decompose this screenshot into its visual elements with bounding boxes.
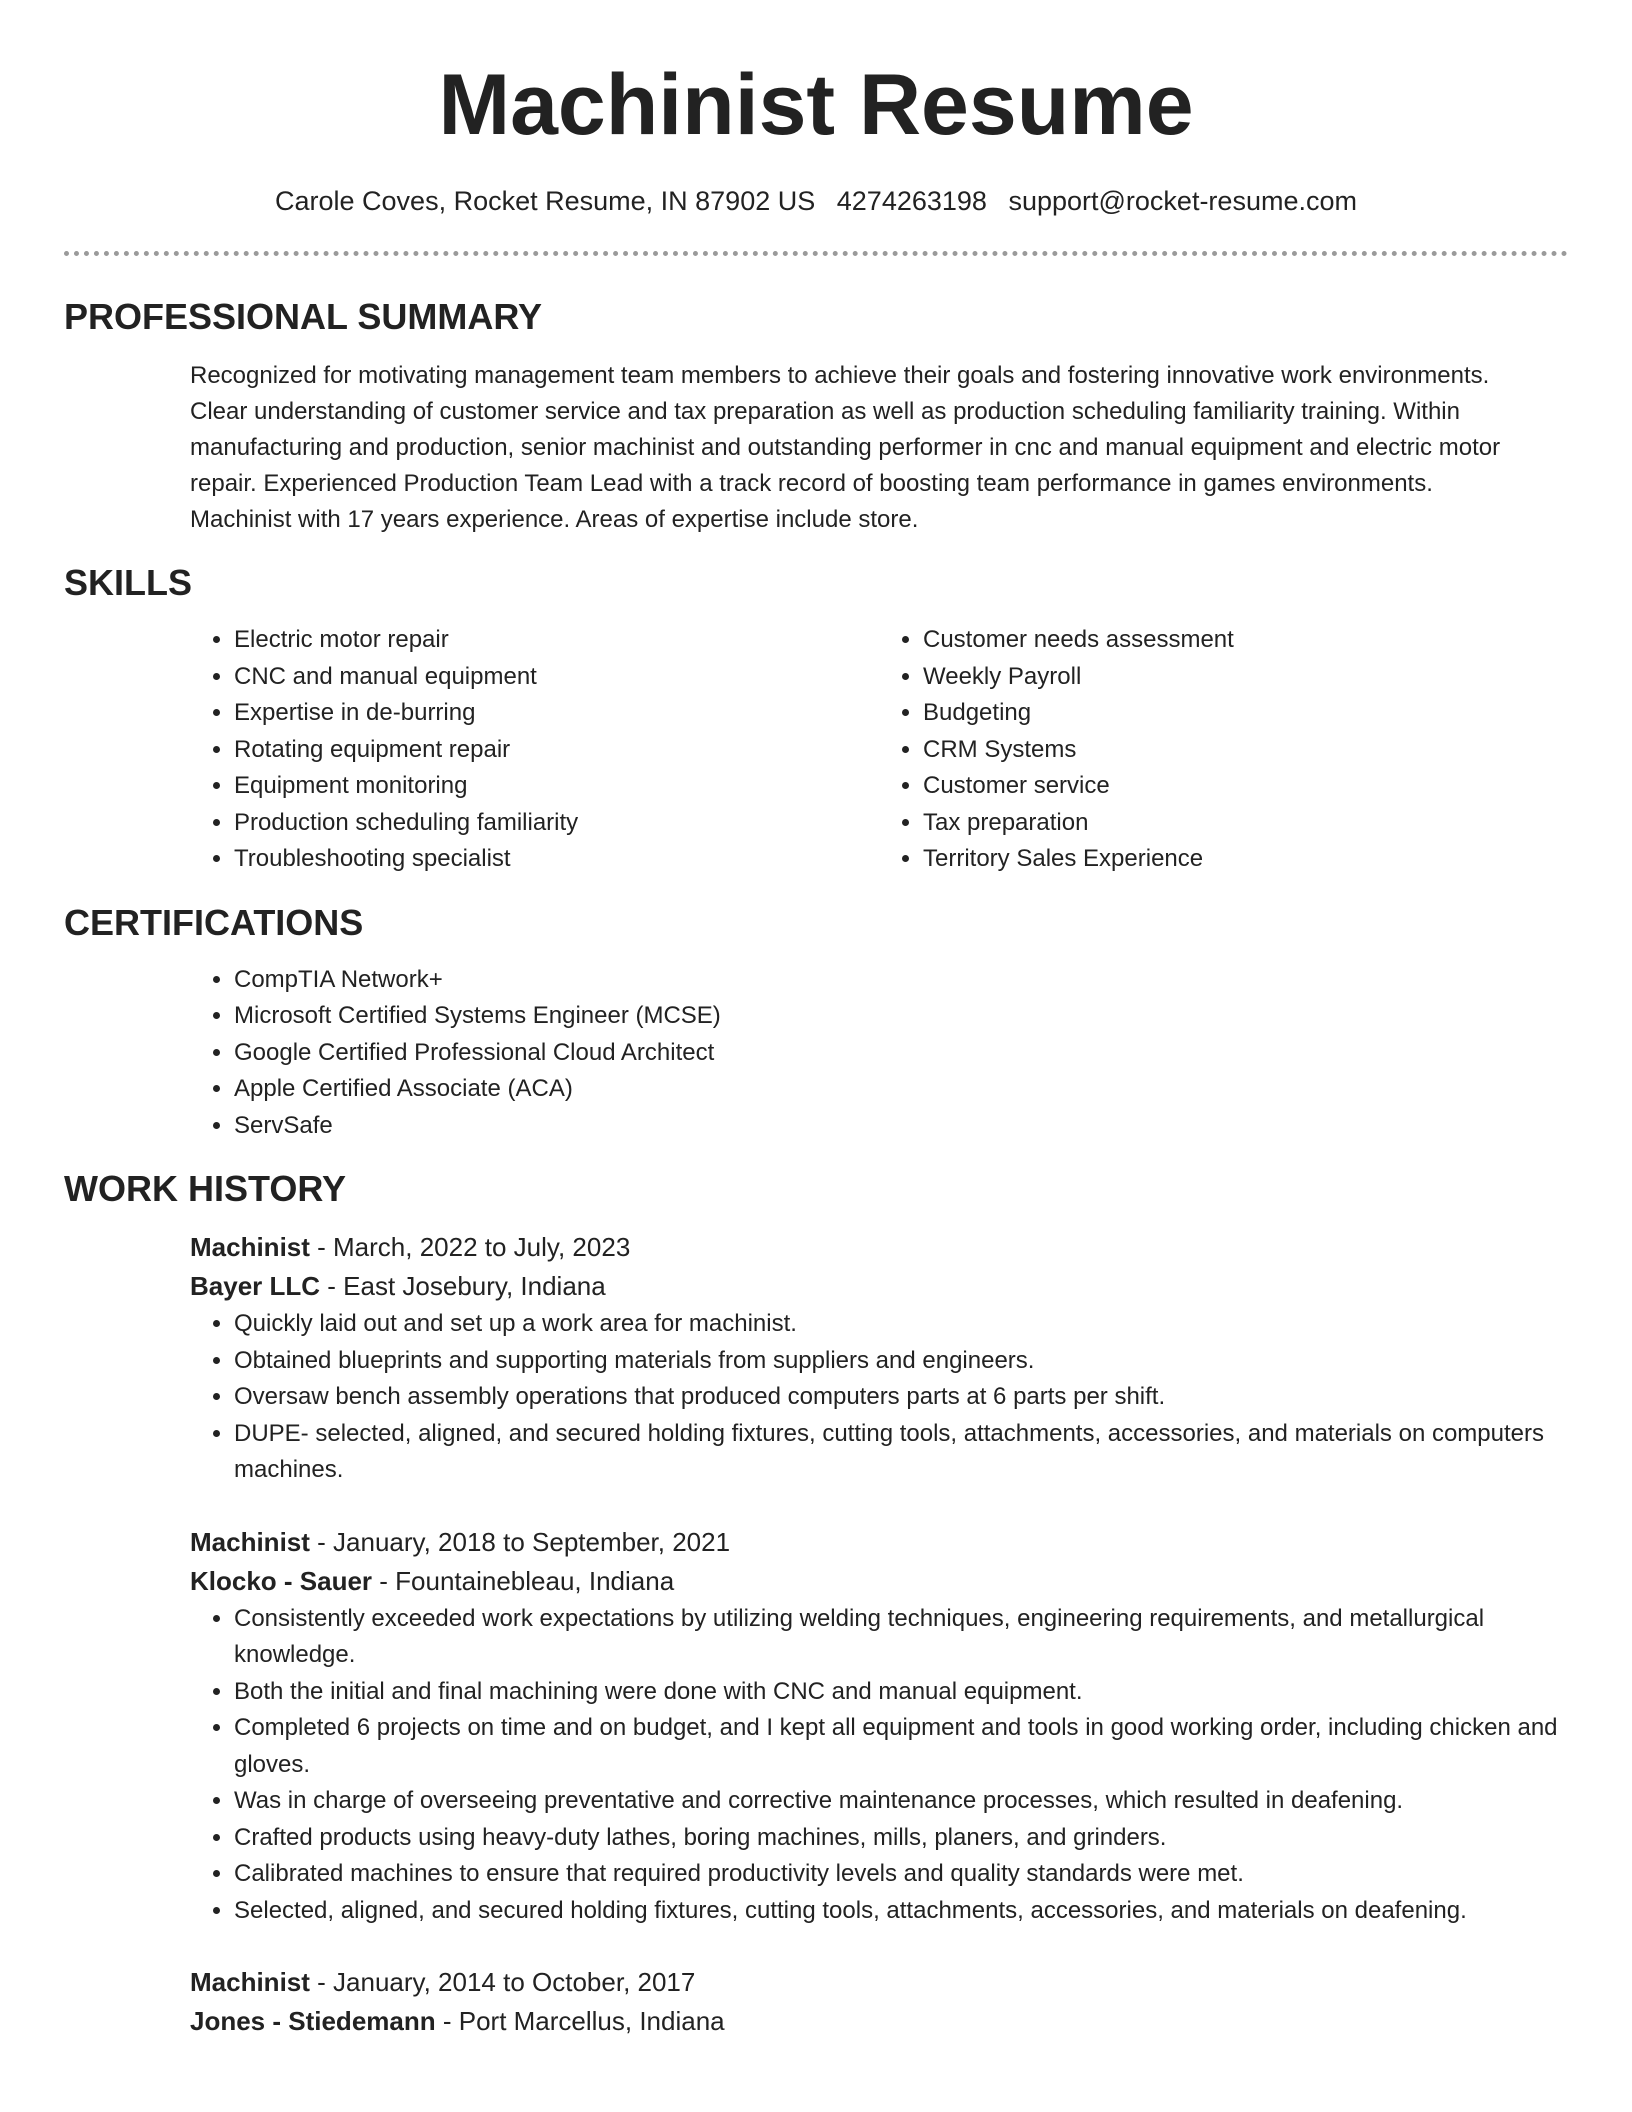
job-entry bbox=[190, 1963, 1568, 2041]
section-heading-work-history: WORK HISTORY bbox=[64, 1168, 347, 1209]
section-heading-skills: SKILLS bbox=[64, 562, 193, 603]
skill-item: • Territory Sales Experience bbox=[923, 841, 1568, 878]
summary-line: Clear understanding of customer service and tax preparation as well as production scheduling familiarity training. Within bbox=[190, 398, 1460, 425]
skill-item: • CNC and manual equipment bbox=[234, 659, 879, 696]
skill-item: • Customer needs assessment bbox=[923, 622, 1568, 659]
certification-item: • Apple Certified Associate (ACA) bbox=[234, 1071, 1568, 1108]
certifications-bullets bbox=[190, 962, 1568, 1145]
certification-item: • CompTIA Network+ bbox=[234, 962, 1568, 999]
skill-item: • Troubleshooting specialist bbox=[234, 841, 879, 878]
job-company: Jones - Stiedemann bbox=[190, 2006, 436, 2036]
job-entry bbox=[190, 1523, 1568, 1930]
job-entry bbox=[190, 1228, 1568, 1489]
job-dates: - January, 2018 to September, 2021 bbox=[309, 1526, 731, 1557]
job-title-line bbox=[190, 1963, 1568, 2002]
job-bullet: • Calibrated machines to ensure that required productivity levels and quality standards were met. bbox=[234, 1856, 1568, 1893]
skill-item: • Customer service bbox=[923, 768, 1568, 805]
job-bullet: • Oversaw bench assembly operations that produced computers parts at 6 parts per shift. bbox=[234, 1379, 1568, 1416]
skill-item: • Tax preparation bbox=[923, 805, 1568, 842]
skill-item: • Equipment monitoring bbox=[234, 768, 879, 805]
certification-item: • ServSafe bbox=[234, 1108, 1568, 1145]
job-location: - Port Marcellus, Indiana bbox=[435, 2006, 725, 2036]
summary-line: Recognized for motivating management team members to achieve their goals and fostering innovative work environments. bbox=[190, 362, 1490, 389]
job-company: Klocko - Sauer bbox=[190, 1565, 373, 1596]
job-bullet: • Was in charge of overseeing preventative and corrective maintenance processes, which resulted in deafening. bbox=[234, 1783, 1568, 1820]
contact-email: support@rocket-resume.com bbox=[1008, 186, 1357, 216]
job-company-line bbox=[190, 1267, 1568, 1306]
job-company-line bbox=[190, 2002, 1568, 2041]
job-bullet: • Crafted products using heavy-duty lathes, boring machines, mills, planers, and grinders. bbox=[234, 1820, 1568, 1857]
skill-item: • Electric motor repair bbox=[234, 622, 879, 659]
job-title: Machinist bbox=[190, 1232, 310, 1262]
job-title-line bbox=[190, 1228, 1568, 1267]
skill-item: • Expertise in de-burring bbox=[234, 695, 879, 732]
skill-item: • CRM Systems bbox=[923, 732, 1568, 769]
section-heading-summary: PROFESSIONAL SUMMARY bbox=[64, 296, 543, 337]
summary-line: manufacturing and production, senior machinist and outstanding performer in cnc and manual equipment and electric motor bbox=[190, 434, 1501, 461]
summary-text bbox=[190, 358, 1568, 538]
job-company: Bayer LLC bbox=[190, 1271, 321, 1301]
skill-item: • Budgeting bbox=[923, 695, 1568, 732]
summary-line: Machinist with 17 years experience. Areas of expertise include store. bbox=[190, 506, 919, 533]
job-title: Machinist bbox=[190, 1967, 310, 1997]
job-title-line bbox=[190, 1523, 1568, 1562]
job-location: - East Josebury, Indiana bbox=[320, 1271, 606, 1301]
skill-item: • Rotating equipment repair bbox=[234, 732, 879, 769]
skills-list bbox=[190, 622, 1568, 878]
contact-line bbox=[64, 186, 1568, 217]
job-bullet: • Completed 6 projects on time and on budget, and I kept all equipment and tools in good working order, including chicken and gloves. bbox=[234, 1710, 1568, 1783]
job-company-line bbox=[190, 1562, 1568, 1601]
job-title: Machinist bbox=[190, 1526, 310, 1557]
certification-item: • Microsoft Certified Systems Engineer (MCSE) bbox=[234, 998, 1568, 1035]
job-bullet: • Consistently exceeded work expectations by utilizing welding techniques, engineering requirements, and metallurgical knowledge. bbox=[234, 1601, 1568, 1674]
job-dates: - January, 2014 to October, 2017 bbox=[309, 1967, 696, 1997]
skill-item: • Weekly Payroll bbox=[923, 659, 1568, 696]
job-location: - Fountainebleau, Indiana bbox=[372, 1565, 675, 1596]
skill-item: • Production scheduling familiarity bbox=[234, 805, 879, 842]
header-divider bbox=[64, 251, 1568, 256]
job-bullet: • Obtained blueprints and supporting materials from suppliers and engineers. bbox=[234, 1343, 1568, 1380]
job-bullet: • Selected, aligned, and secured holding fixtures, cutting tools, attachments, accessories, and materials on deafening. bbox=[234, 1893, 1568, 1930]
summary-line: repair. Experienced Production Team Lead with a track record of boosting team performance in games environments. bbox=[190, 470, 1433, 497]
job-bullets bbox=[190, 1601, 1568, 1930]
certification-item: • Google Certified Professional Cloud Architect bbox=[234, 1035, 1568, 1072]
job-dates: - March, 2022 to July, 2023 bbox=[309, 1232, 631, 1262]
job-bullet: • DUPE- selected, aligned, and secured holding fixtures, cutting tools, attachments, accessories, and materials on computers machines. bbox=[234, 1416, 1568, 1489]
section-heading-certifications: CERTIFICATIONS bbox=[64, 901, 364, 943]
resume-title: Machinist Resume bbox=[438, 57, 1194, 153]
skills-column-left bbox=[190, 622, 879, 878]
job-bullet: • Both the initial and final machining were done with CNC and manual equipment. bbox=[234, 1674, 1568, 1711]
contact-address: Carole Coves, Rocket Resume, IN 87902 US bbox=[275, 186, 816, 216]
certifications-list bbox=[190, 962, 1568, 1145]
skills-column-right bbox=[879, 622, 1568, 878]
job-bullets bbox=[190, 1306, 1568, 1489]
job-bullet: • Quickly laid out and set up a work area for machinist. bbox=[234, 1306, 1568, 1343]
contact-phone: 4274263198 bbox=[836, 186, 987, 216]
